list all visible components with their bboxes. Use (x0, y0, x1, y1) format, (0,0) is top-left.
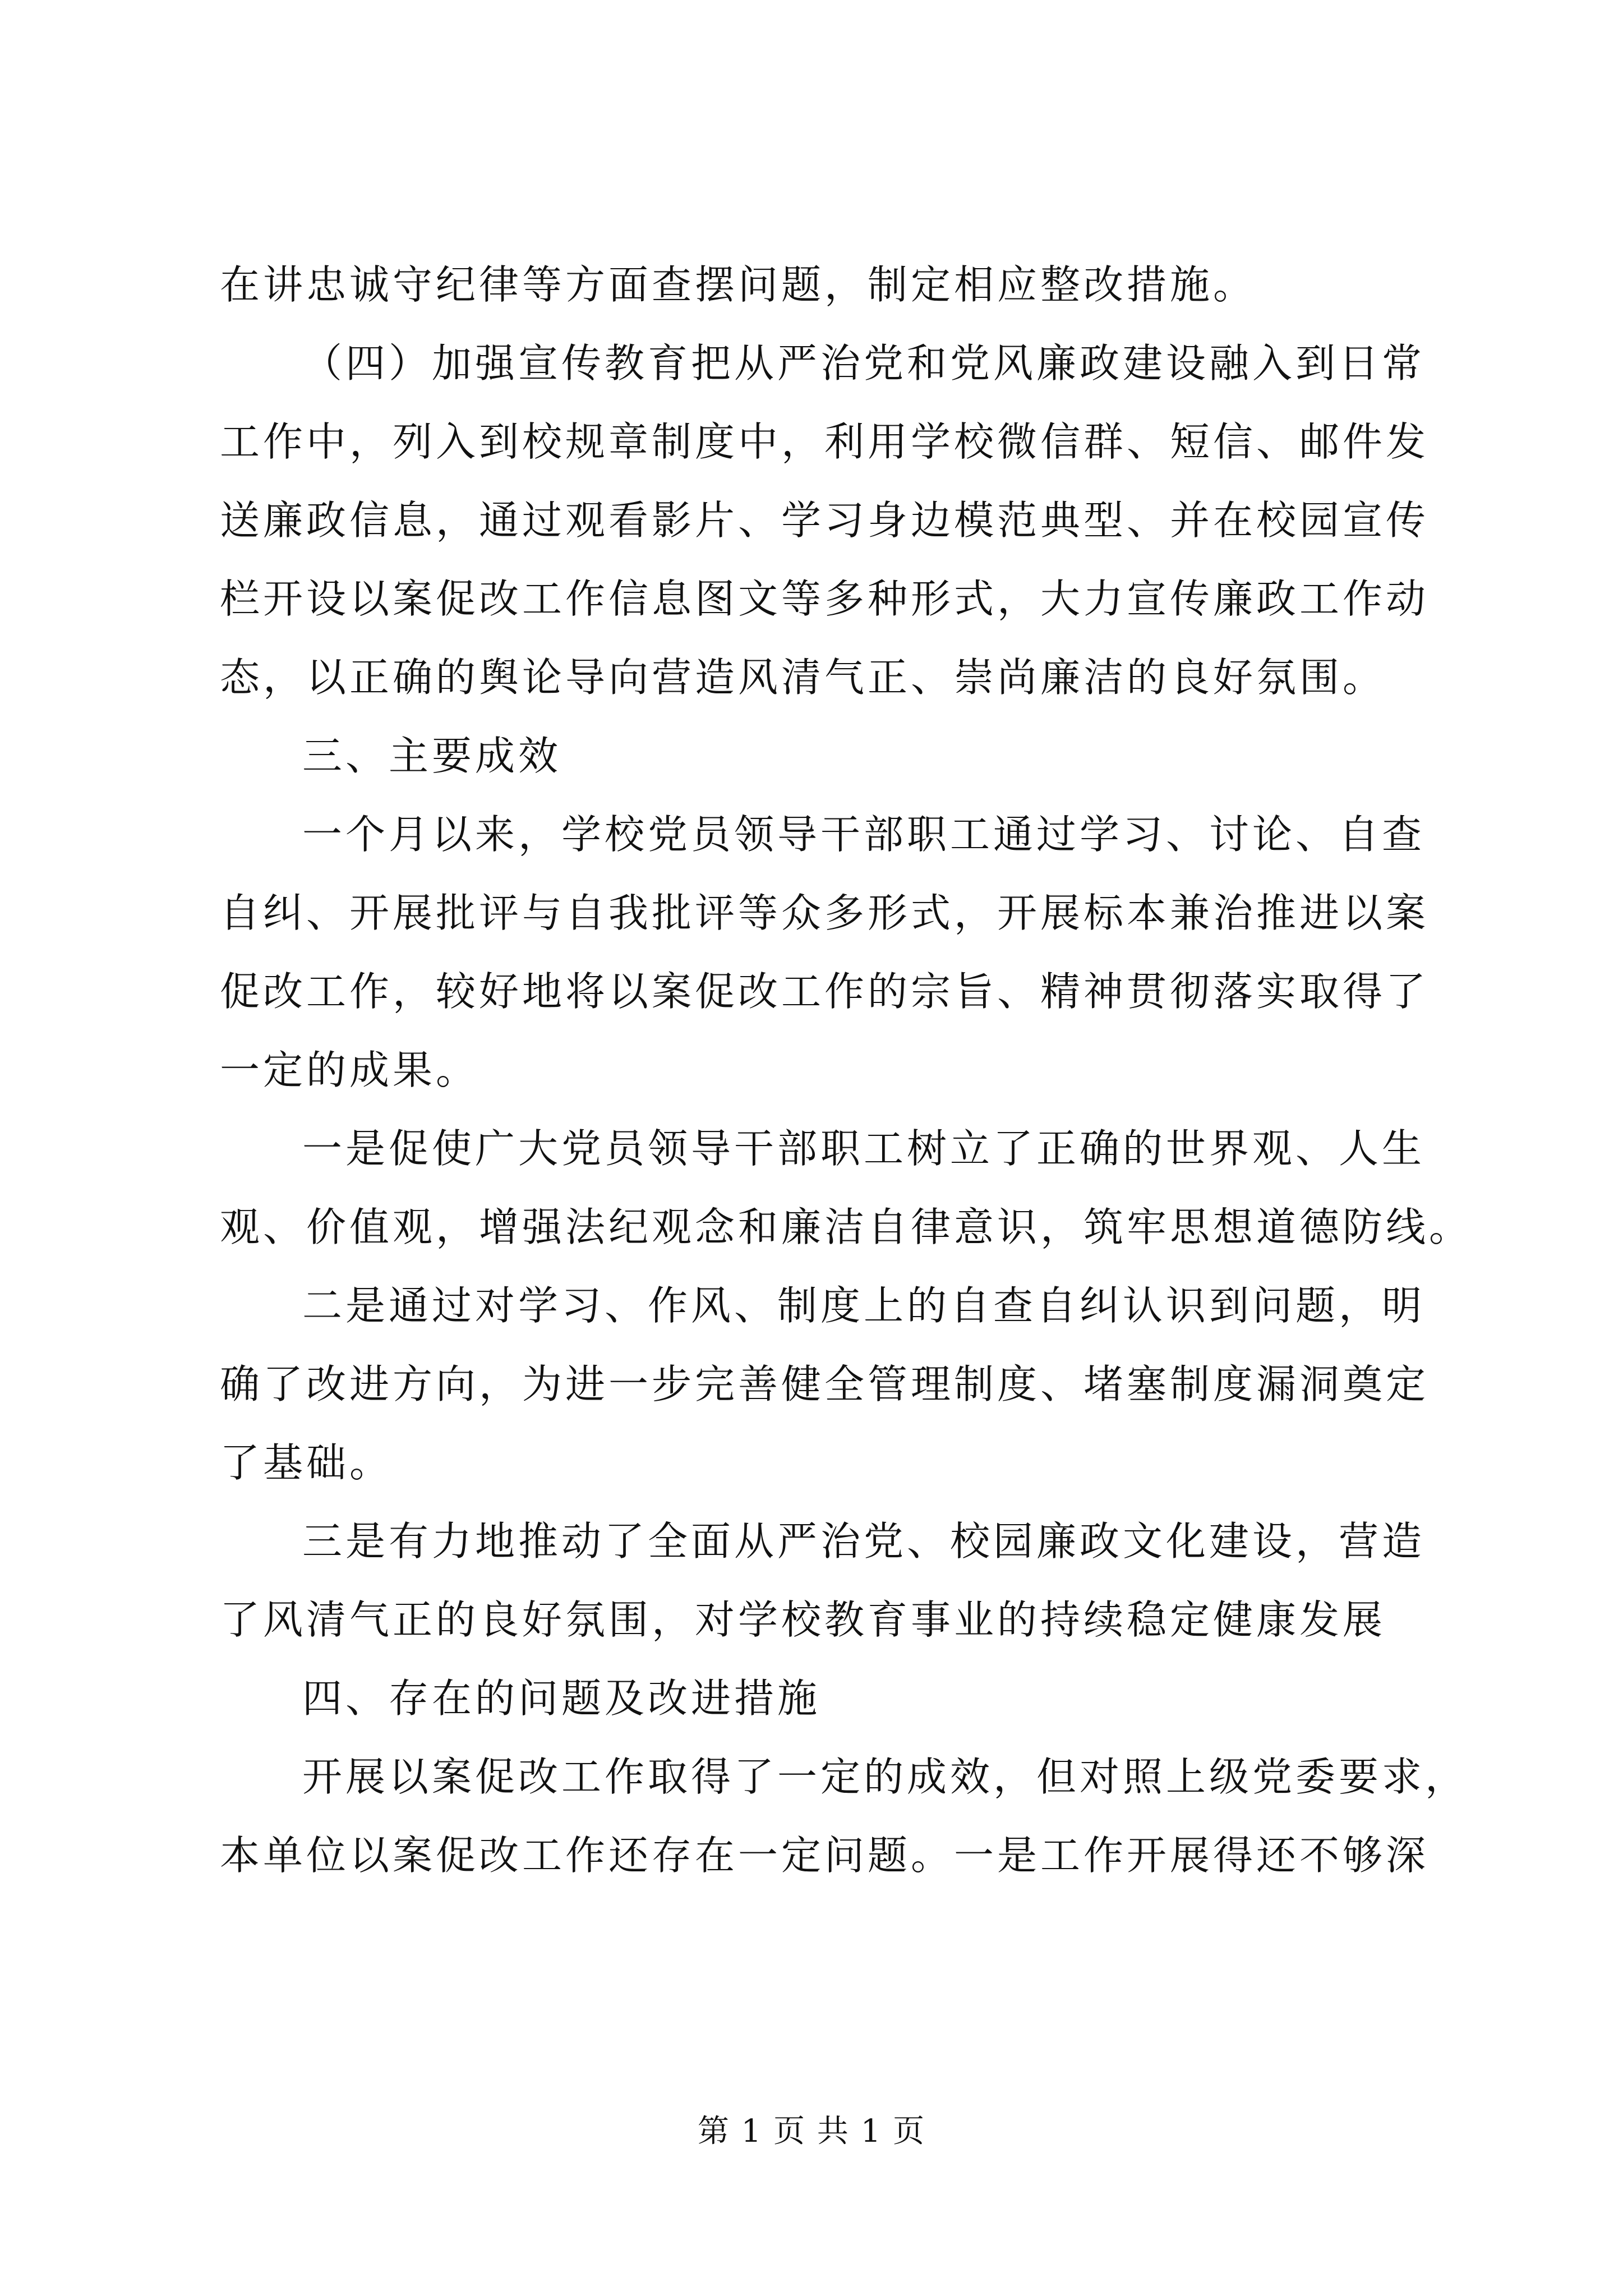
text-line: 三是有力地推动了全面从严治党、校园廉政文化建设，营造 (302, 1518, 1426, 1565)
text-line: 二是通过对学习、作风、制度上的自查自纠认识到问题，明 (302, 1282, 1426, 1329)
text-line: 一定的成果。 (220, 1047, 479, 1093)
text-line: 送廉政信息，通过观看影片、学习身边模范典型、并在校园宣传 (220, 497, 1430, 544)
text-line: 促改工作，较好地将以案促改工作的宗旨、精神贯彻落实取得了 (220, 968, 1430, 1015)
text-line: （四）加强宣传教育把从严治党和党风廉政建设融入到日常 (302, 340, 1426, 386)
section-heading: 四、存在的问题及改进措施 (302, 1675, 821, 1722)
text-line: 在讲忠诚守纪律等方面查摆问题，制定相应整改措施。 (220, 261, 1257, 308)
text-line: 观、价值观，增强法纪观念和廉洁自律意识，筑牢思想道德防线。 (220, 1204, 1473, 1250)
text-line: 了基础。 (220, 1439, 393, 1486)
document-body (220, 246, 1473, 1895)
text-line: 工作中，列入到校规章制度中，利用学校微信群、短信、邮件发 (220, 418, 1430, 465)
text-line: 一是促使广大党员领导干部职工树立了正确的世界观、人生 (302, 1125, 1426, 1172)
text-line: 一个月以来，学校党员领导干部职工通过学习、讨论、自查 (302, 811, 1426, 858)
text-line: 自纠、开展批评与自我批评等众多形式，开展标本兼治推进以案 (220, 890, 1430, 936)
page-footer: 第 1 页 共 1 页 (697, 2113, 926, 2150)
text-line: 态，以正确的舆论导向营造风清气正、崇尚廉洁的良好氛围。 (220, 654, 1386, 701)
section-heading: 三、主要成效 (302, 733, 562, 779)
text-line: 栏开设以案促改工作信息图文等多种形式，大力宣传廉政工作动 (220, 576, 1430, 622)
text-line: 开展以案促改工作取得了一定的成效，但对照上级党委要求， (302, 1754, 1469, 1800)
text-line: 了风清气正的良好氛围，对学校教育事业的持续稳定健康发展 (220, 1596, 1386, 1643)
text-line: 本单位以案促改工作还存在一定问题。一是工作开展得还不够深 (220, 1832, 1430, 1879)
text-line: 确了改进方向，为进一步完善健全管理制度、堵塞制度漏洞奠定 (220, 1361, 1430, 1407)
